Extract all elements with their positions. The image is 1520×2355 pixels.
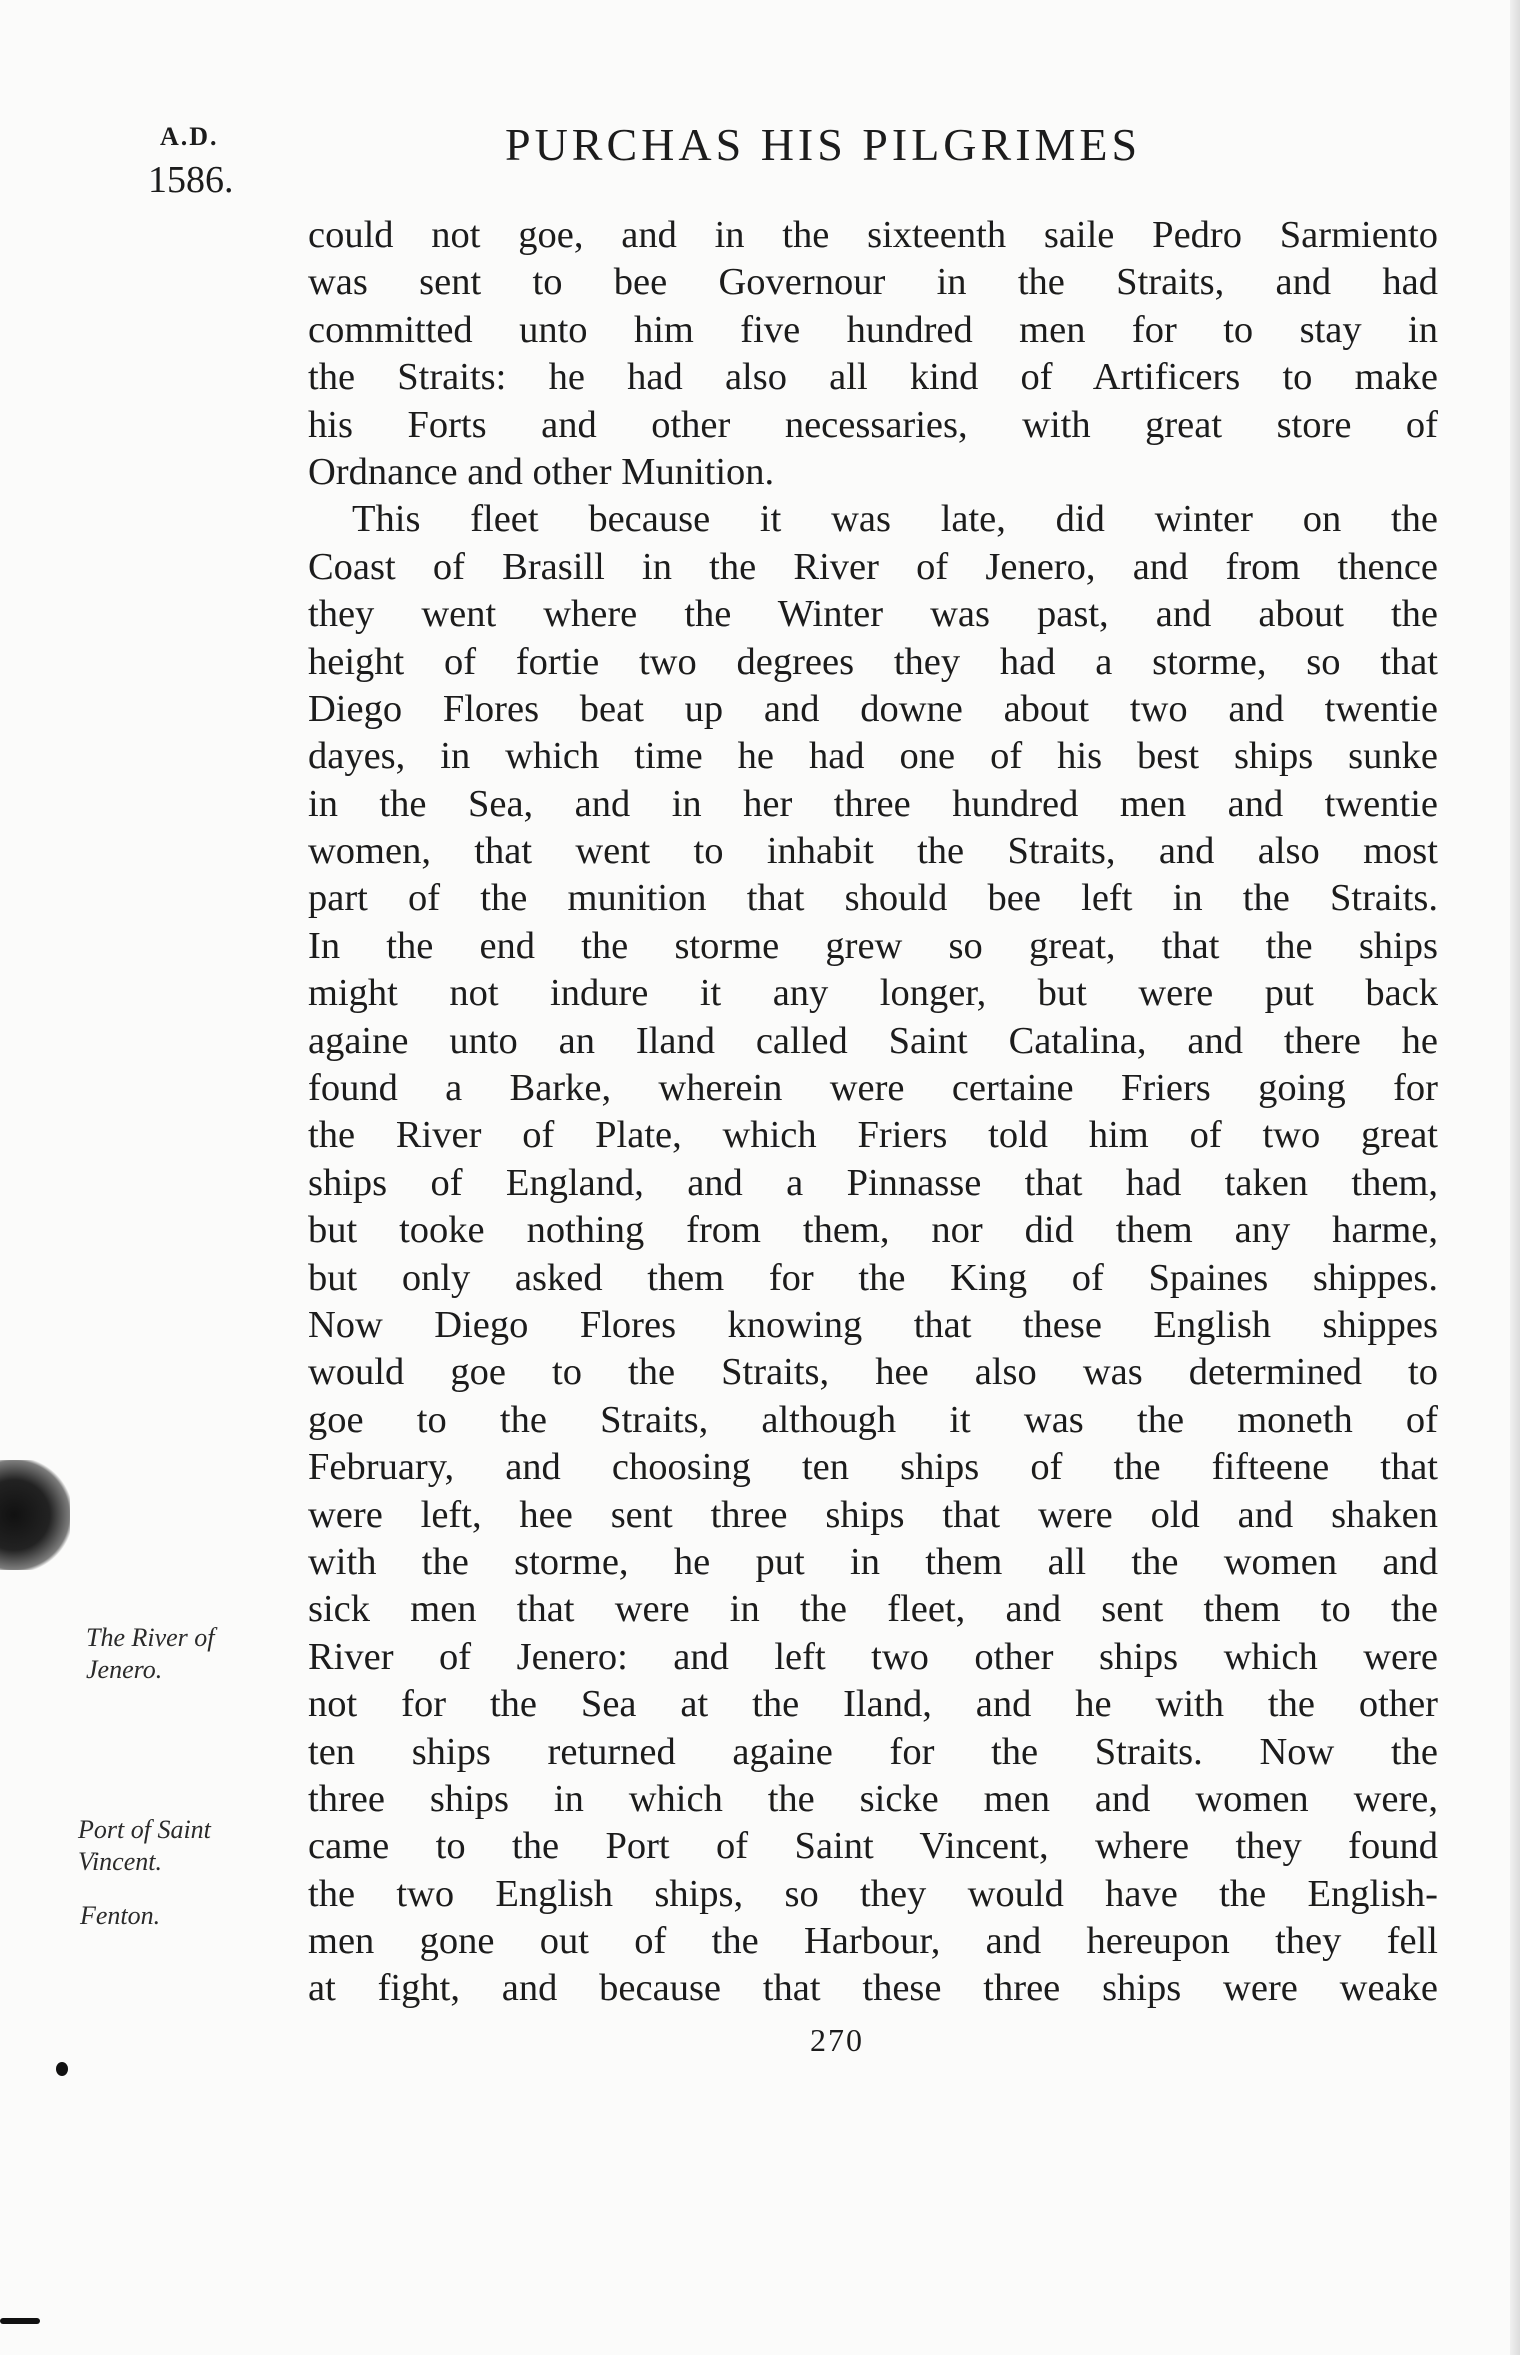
text-line: sick men that were in the fleet, and sent them to the xyxy=(308,1588,1438,1631)
text-line: goe to the Straits, although it was the moneth of xyxy=(308,1398,1438,1441)
margin-note-line: Jenero. xyxy=(86,1655,163,1684)
scan-mark xyxy=(0,2318,40,2324)
text-line: the River of Plate, which Friers told him of two great xyxy=(308,1114,1438,1157)
text-line: ten ships returned againe for the Straits. Now the xyxy=(308,1730,1438,1773)
text-line: came to the Port of Saint Vincent, where they found xyxy=(308,1825,1438,1868)
text-line: height of fortie two degrees they had a storme, so that xyxy=(308,640,1438,683)
header-year: 1586. xyxy=(148,159,234,201)
text-line: his Forts and other necessaries, with great store of xyxy=(308,403,1438,446)
text-line: Diego Flores beat up and downe about two and twentie xyxy=(308,687,1438,730)
text-line: not for the Sea at the Iland, and he with the other xyxy=(308,1683,1438,1726)
text-line: was sent to bee Governour in the Straits, and had xyxy=(308,261,1438,304)
text-line: Now Diego Flores knowing that these English shippes xyxy=(308,1303,1438,1346)
text-line: with the storme, he put in them all the women and xyxy=(308,1540,1438,1583)
margin-note-line: Vincent. xyxy=(78,1847,162,1876)
text-line: in the Sea, and in her three hundred men and twentie xyxy=(308,782,1438,825)
header-ad: A.D. xyxy=(160,122,219,151)
text-line: the Straits: he had also all kind of Artificers to make xyxy=(308,356,1438,399)
margin-note-fenton: Fenton. xyxy=(80,1901,161,1930)
text-line: Ordnance and other Munition. xyxy=(308,450,775,493)
page-number: 270 xyxy=(810,2022,864,2058)
margin-note-line: Port of Saint xyxy=(78,1815,211,1844)
text-line: February, and choosing ten ships of the fifteene that xyxy=(308,1446,1438,1489)
text-line: they went where the Winter was past, and about the xyxy=(308,593,1438,636)
text-line: This fleet because it was late, did winter on the xyxy=(352,498,1438,541)
text-line: would goe to the Straits, hee also was determined to xyxy=(308,1351,1438,1394)
text-line: could not goe, and in the sixteenth saile Pedro Sarmiento xyxy=(308,214,1438,256)
text-line: men gone out of the Harbour, and hereupon they fell xyxy=(308,1920,1438,1963)
text-line: found a Barke, wherein were certaine Friers going for xyxy=(308,1067,1438,1110)
text-line: at fight, and because that these three ships were weake xyxy=(308,1967,1438,2010)
text-line: River of Jenero: and left two other ships which were xyxy=(308,1635,1438,1678)
text-line: dayes, in which time he had one of his best ships sunke xyxy=(308,735,1438,778)
page-edge-shadow xyxy=(1510,0,1520,2355)
text-line: were left, hee sent three ships that were old and shaken xyxy=(308,1493,1438,1536)
text-line: ships of England, and a Pinnasse that had taken them, xyxy=(308,1161,1438,1204)
text-line: women, that went to inhabit the Straits, and also most xyxy=(308,830,1438,873)
text-line: three ships in which the sicke men and women were, xyxy=(308,1777,1438,1820)
text-line: Coast of Brasill in the River of Jenero, and from thence xyxy=(308,545,1438,588)
text-line: committed unto him five hundred men for to stay in xyxy=(308,308,1438,351)
body-text xyxy=(308,212,1438,2013)
text-line: but tooke nothing from them, nor did them any harme, xyxy=(308,1209,1438,1252)
margin-note-line: The River of xyxy=(86,1623,215,1652)
running-title: PURCHAS HIS PILGRIMES xyxy=(505,119,1142,170)
margin-note-port-of-saint-vincent xyxy=(78,1814,211,1878)
text-line: the two English ships, so they would have the English- xyxy=(308,1872,1438,1915)
scan-thumb-shadow xyxy=(0,1460,70,1570)
text-line: againe unto an Iland called Saint Catalina, and there he xyxy=(308,1019,1438,1062)
text-line: In the end the storme grew so great, that the ships xyxy=(308,924,1438,967)
text-line: part of the munition that should bee left in the Straits. xyxy=(308,877,1438,920)
text-line: might not indure it any longer, but were put back xyxy=(308,972,1438,1015)
margin-note-river-of-jenero xyxy=(86,1622,215,1686)
scan-speck xyxy=(56,2062,68,2076)
text-line: but only asked them for the King of Spaines shippes. xyxy=(308,1256,1438,1299)
